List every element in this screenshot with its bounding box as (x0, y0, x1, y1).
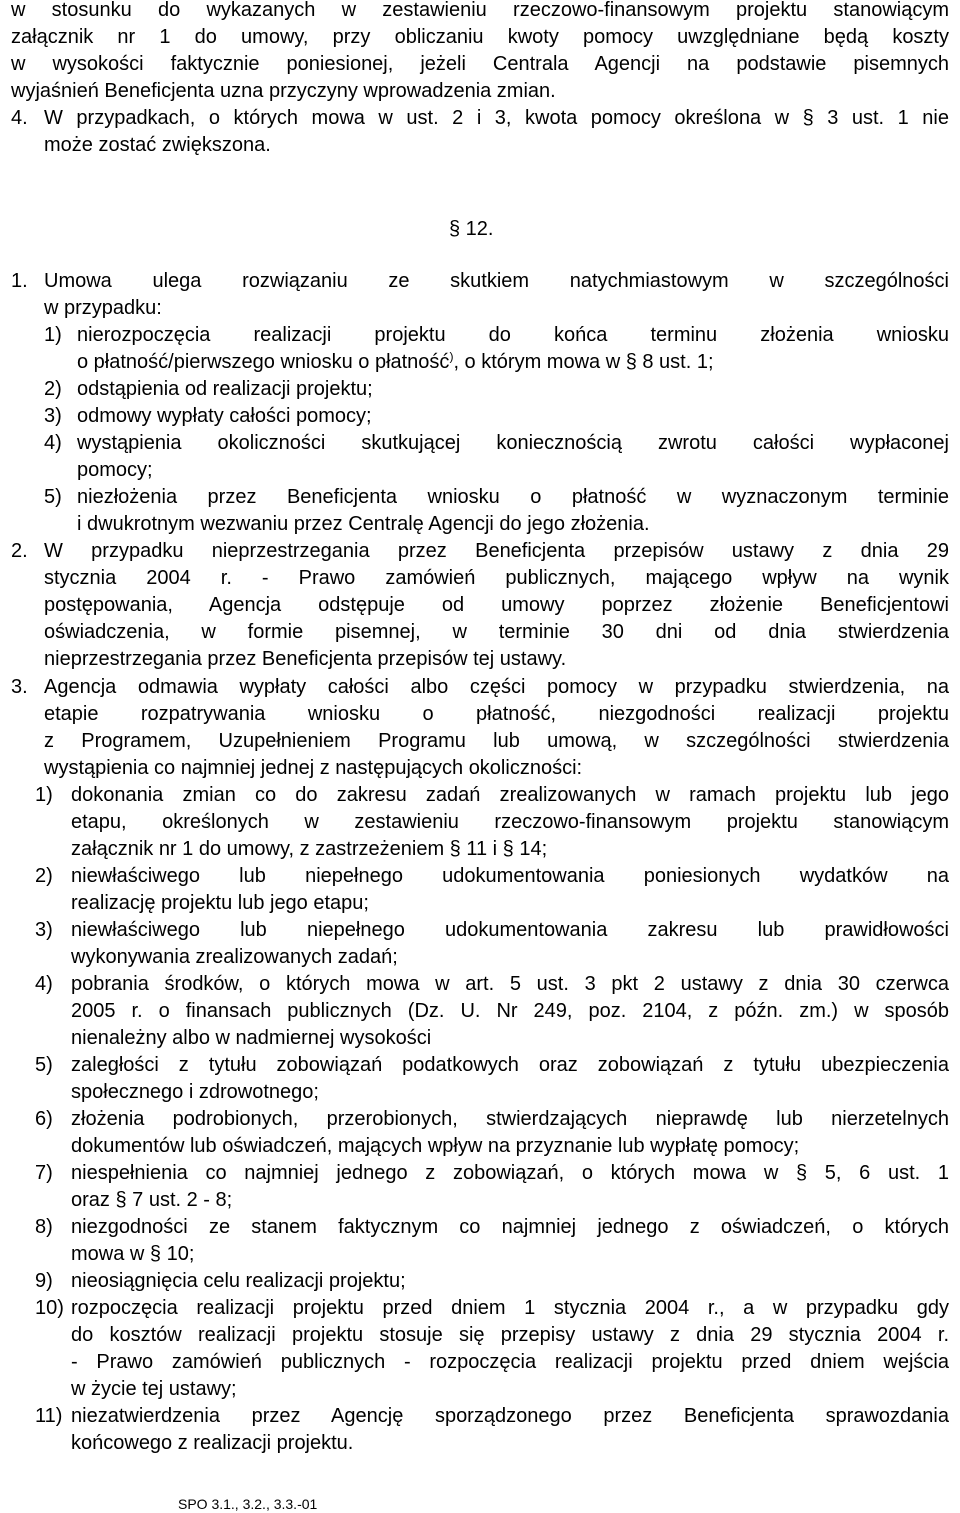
text-line: odstąpienia od realizacji projektu; (77, 378, 373, 400)
text-line: W przypadku nieprzestrzegania przez Beneficjenta przepisów ustawy z dnia 29 (44, 540, 949, 562)
paragraph-number: 4. (11, 107, 28, 129)
paragraph-number: 3. (11, 676, 28, 698)
text-line: pobrania środków, o których mowa w art. 5 ust. 3 pkt 2 ustawy z dnia 30 czerwca (71, 973, 949, 995)
text-line: wyjaśnień Beneficjenta uzna przyczyny wprowadzenia zmian. (11, 80, 556, 102)
text-line: dokonania zmian co do zakresu zadań zrealizowanych w ramach projektu lub jego (71, 784, 949, 806)
text-line: rozpoczęcia realizacji projektu przed dniem 1 stycznia 2004 r., a w przypadku gdy (71, 1297, 949, 1319)
text-line: oświadczenia, w formie pisemnej, w terminie 30 dni od dnia stwierdzenia (44, 621, 949, 643)
text-line: społecznego i zdrowotnego; (71, 1081, 319, 1103)
list-item-number: 2) (35, 865, 53, 887)
list-item-number: 7) (35, 1162, 53, 1184)
text-line: załącznik nr 1 do umowy, z zastrzeżeniem § 11 i § 14; (71, 838, 548, 860)
text-line: załącznik nr 1 do umowy, przy obliczaniu kwoty pomocy uwzględniane będą koszty (11, 26, 949, 48)
text-line: stycznia 2004 r. - Prawo zamówień publicznych, mającego wpływ na wynik (44, 567, 949, 589)
text-line: dokumentów lub oświadczeń, mających wpływ na przyznanie lub wypłatę pomocy; (71, 1135, 800, 1157)
text-line: złożenia podrobionych, przerobionych, stwierdzających nieprawdę lub nierzetelnych (71, 1108, 949, 1130)
list-item-number: 6) (35, 1108, 53, 1130)
text-line: niewłaściwego lub niepełnego udokumentowania zakresu lub prawidłowości (71, 919, 949, 941)
text-line: wykonywania zrealizowanych zadań; (71, 946, 398, 968)
paragraph-number: 1. (11, 270, 28, 292)
text-line: Umowa ulega rozwiązaniu ze skutkiem natychmiastowym w szczególności (44, 270, 949, 292)
list-item-number: 11) (35, 1405, 63, 1427)
list-item-number: 8) (35, 1216, 53, 1238)
text-line: do kosztów realizacji projektu stosuje się przepisy ustawy z dnia 29 stycznia 2004 r. (71, 1324, 949, 1346)
text-fragment: o płatność/pierwszego wniosku o płatność (77, 351, 450, 373)
text-line: oraz § 7 ust. 2 - 8; (71, 1189, 233, 1211)
text-line: w życie tej ustawy; (71, 1378, 237, 1400)
text-line: może zostać zwiększona. (44, 134, 271, 156)
text-line: nierozpoczęcia realizacji projektu do końca terminu złożenia wniosku (77, 324, 949, 346)
text-line: Agencja odmawia wypłaty całości albo części pomocy w przypadku stwierdzenia, na (44, 676, 949, 698)
footnote-mark: ) (449, 349, 454, 364)
list-item-number: 10) (35, 1297, 64, 1319)
text-line: w przypadku: (44, 297, 162, 319)
text-line: mowa w § 10; (71, 1243, 195, 1265)
list-item-number: 1) (44, 324, 62, 346)
text-line: zaległości z tytułu zobowiązań podatkowych oraz zobowiązań z tytułu ubezpieczenia (71, 1054, 949, 1076)
text-line: etapie rozpatrywania wniosku o płatność, niezgodności realizacji projektu (44, 703, 949, 725)
text-line: wystąpienia okoliczności skutkującej koniecznością zwrotu całości wypłaconej (77, 432, 949, 454)
text-line: etapu, określonych w zestawieniu rzeczowo-finansowym projektu stanowiącym (71, 811, 949, 833)
text-line: W przypadkach, o których mowa w ust. 2 i 3, kwota pomocy określona w § 3 ust. 1 nie (44, 107, 949, 129)
text-line: 2005 r. o finansach publicznych (Dz. U. Nr 249, poz. 2104, z późn. zm.) w sposób (71, 1000, 949, 1022)
text-line: wystąpienia co najmniej jednej z następujących okoliczności: (44, 757, 583, 779)
text-line: i dwukrotnym wezwaniu przez Centralę Agencji do jego złożenia. (77, 513, 650, 535)
list-item-number: 4) (35, 973, 53, 995)
text-line: w stosunku do wykazanych w zestawieniu rzeczowo-finansowym projektu stanowiącym (11, 0, 949, 21)
list-item-number: 1) (35, 784, 53, 806)
text-fragment: , o którym mowa w § 8 ust. 1; (453, 351, 714, 373)
list-item-number: 5) (44, 486, 62, 508)
list-item-number: 9) (35, 1270, 53, 1292)
text-line: z Programem, Uzupełnieniem Programu lub umową, w szczególności stwierdzenia (44, 730, 949, 752)
list-item-number: 3) (35, 919, 53, 941)
list-item-number: 3) (44, 405, 62, 427)
text-line: końcowego z realizacji projektu. (71, 1432, 354, 1454)
list-item-number: 5) (35, 1054, 53, 1076)
text-line: nieosiągnięcia celu realizacji projektu; (71, 1270, 406, 1292)
paragraph-number: 2. (11, 540, 28, 562)
page-footer: SPO 3.1., 3.2., 3.3.-01 (178, 1496, 318, 1512)
text-line: niewłaściwego lub niepełnego udokumentowania poniesionych wydatków na (71, 865, 949, 887)
text-line: postępowania, Agencja odstępuje od umowy poprzez złożenie Beneficjentowi (44, 594, 949, 616)
list-item-number: 4) (44, 432, 62, 454)
text-line: realizację projektu lub jego etapu; (71, 892, 369, 914)
text-line: niezgodności ze stanem faktycznym co najmniej jednego z oświadczeń, o których (71, 1216, 949, 1238)
text-line: odmowy wypłaty całości pomocy; (77, 405, 372, 427)
text-line: nieprzestrzegania przez Beneficjenta przepisów tej ustawy. (44, 648, 567, 670)
text-line: w wysokości faktycznie poniesionej, jeżeli Centrala Agencji na podstawie pisemnych (11, 53, 949, 75)
text-line (77, 349, 714, 376)
text-line: niespełnienia co najmniej jednego z zobowiązań, o których mowa w § 5, 6 ust. 1 (71, 1162, 949, 1184)
text-line: pomocy; (77, 459, 153, 481)
list-item-number: 2) (44, 378, 62, 400)
text-line: niezatwierdzenia przez Agencję sporządzonego przez Beneficjenta sprawozdania (71, 1405, 949, 1427)
text-line: niezłożenia przez Beneficjenta wniosku o płatność w wyznaczonym terminie (77, 486, 949, 508)
section-heading: § 12. (449, 218, 494, 240)
text-line: nienależny albo w nadmiernej wysokości (71, 1027, 432, 1049)
text-line: - Prawo zamówień publicznych - rozpoczęcia realizacji projektu przed dniem wejścia (71, 1351, 949, 1373)
